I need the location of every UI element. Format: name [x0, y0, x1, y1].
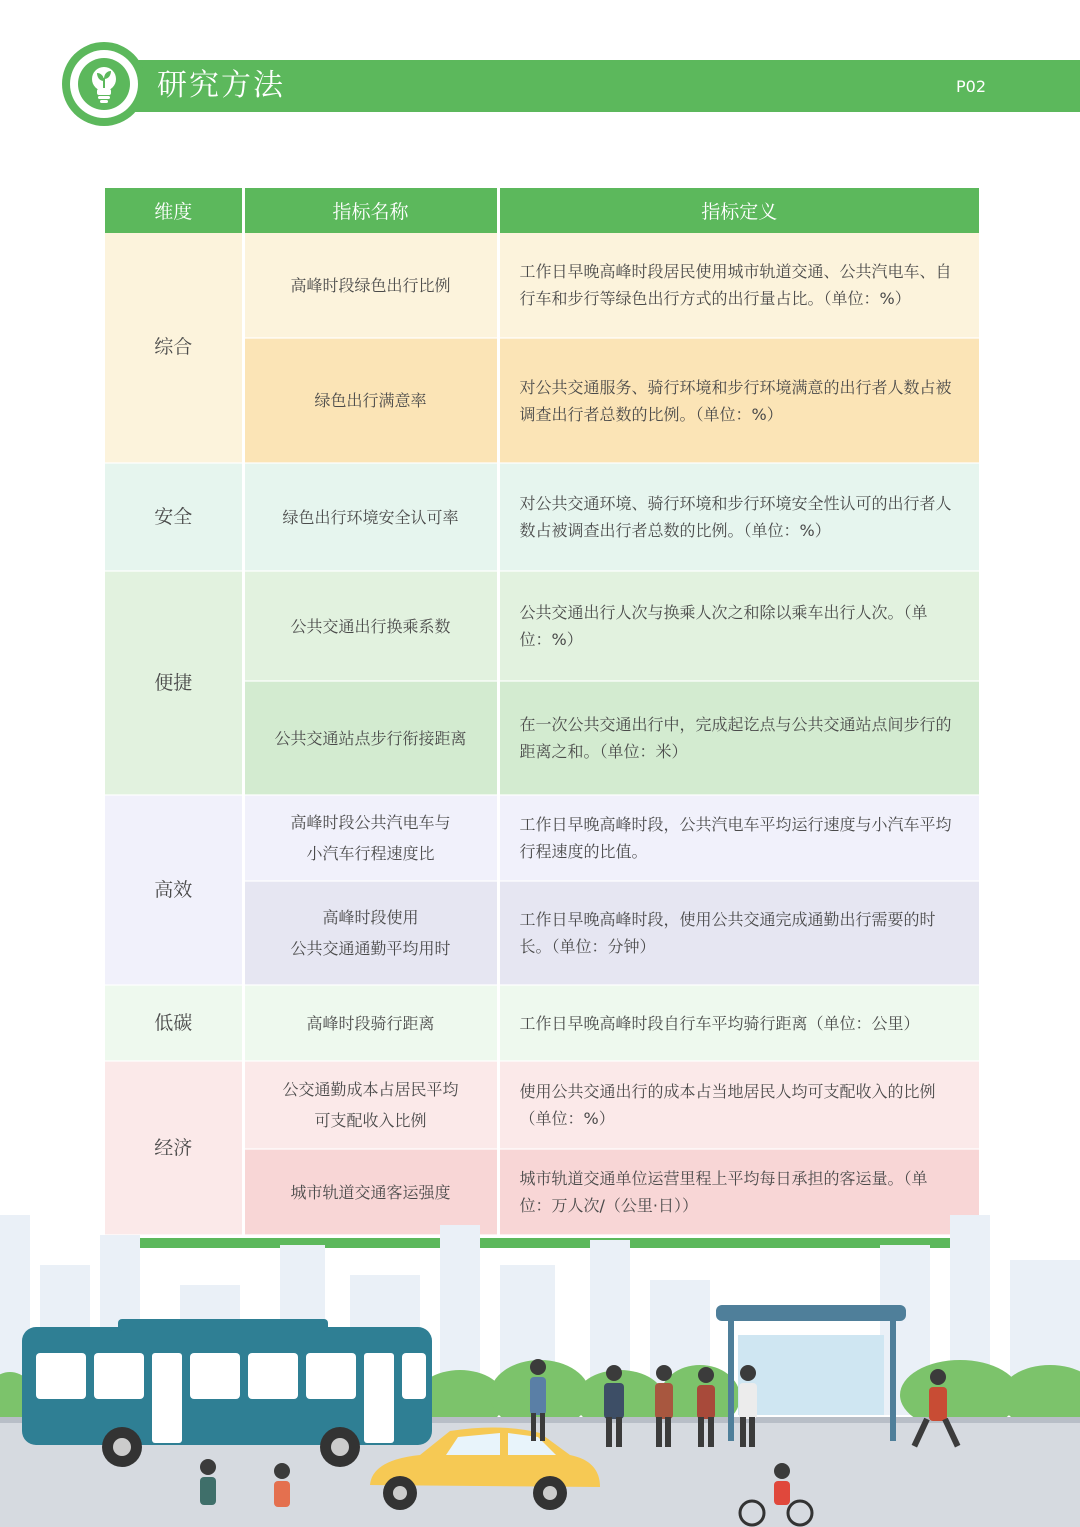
table-row — [105, 233, 979, 338]
indicator-name-cell — [243, 881, 498, 985]
street-scene-illustration — [0, 1205, 1080, 1527]
indicator-name-cell — [243, 681, 498, 795]
indicator-definition-cell: 公共交通出行人次与换乘人次之和除以乘车出行人次。（单位：%） — [498, 571, 979, 681]
bus — [22, 1319, 432, 1467]
indicator-definition-cell: 对公共交通环境、骑行环境和步行环境安全性认可的出行者人数占被调查出行者总数的比例。（单位：%） — [498, 463, 979, 571]
indicator-name-line: 高峰时段骑行距离 — [306, 1013, 435, 1033]
table-body — [105, 233, 979, 1235]
indicator-name-line: 高峰时段公共汽电车与 — [290, 813, 451, 832]
indicator-name-line: 小汽车行程速度比 — [306, 844, 435, 863]
table-row — [105, 463, 979, 571]
dimension-cell: 综合 — [105, 233, 243, 463]
dimension-cell: 低碳 — [105, 985, 243, 1061]
indicator-name-line: 高峰时段绿色出行比例 — [290, 275, 451, 295]
indicator-name-cell — [243, 463, 498, 571]
table-header-row — [105, 188, 979, 233]
indicator-definition-cell: 工作日早晚高峰时段自行车平均骑行距离（单位：公里） — [498, 985, 979, 1061]
indicator-definition-cell: 城市轨道交通单位运营里程上平均每日承担的客运量。（单位：万人次/（公里·日）） — [498, 1149, 979, 1235]
indicator-name-line: 可支配收入比例 — [314, 1111, 427, 1130]
indicator-name-line: 公共交通站点步行衔接距离 — [274, 728, 467, 748]
table-row — [105, 1061, 979, 1149]
page-title: 研究方法 — [157, 68, 285, 103]
indicator-name-line: 高峰时段使用 — [322, 908, 419, 927]
indicator-definition-cell: 工作日早晚高峰时段居民使用城市轨道交通、公共汽电车、自行车和步行等绿色出行方式的出行量占比。（单位：%） — [498, 233, 979, 338]
indicator-name-line: 绿色出行环境安全认可率 — [282, 507, 459, 527]
indicator-name-line: 公交通勤成本占居民平均 — [282, 1080, 459, 1099]
indicator-name-cell — [243, 985, 498, 1061]
indicator-definition-cell: 使用公共交通出行的成本占当地居民人均可支配收入的比例（单位：%） — [498, 1061, 979, 1149]
indicator-name-line: 公共交通通勤平均用时 — [290, 939, 451, 958]
indicator-definition-cell: 对公共交通服务、骑行环境和步行环境满意的出行者人数占被调查出行者总数的比例。（单位：%） — [498, 338, 979, 463]
indicator-definition-cell: 工作日早晚高峰时段，公共汽电车平均运行速度与小汽车平均行程速度的比值。 — [498, 795, 979, 881]
dimension-cell: 安全 — [105, 463, 243, 571]
table-row — [105, 571, 979, 681]
lightbulb-leaf-icon — [85, 64, 123, 104]
indicator-name-line: 公共交通出行换乘系数 — [290, 616, 451, 636]
dimension-cell: 便捷 — [105, 571, 243, 795]
indicator-definition-cell: 在一次公共交通出行中，完成起讫点与公共交通站点间步行的距离之和。（单位：米） — [498, 681, 979, 795]
page-number: P02 — [956, 77, 987, 96]
column-header-indicator: 指标名称 — [243, 188, 498, 233]
indicator-name-cell — [243, 233, 498, 338]
indicator-name-cell — [243, 338, 498, 463]
column-header-definition: 指标定义 — [498, 188, 979, 233]
column-header-dimension: 维度 — [105, 188, 243, 233]
indicator-name-line: 城市轨道交通客运强度 — [290, 1182, 451, 1202]
indicator-name-cell — [243, 1061, 498, 1149]
dimension-cell: 高效 — [105, 795, 243, 985]
indicator-name-cell — [243, 571, 498, 681]
metrics-table — [105, 188, 979, 1236]
table-row — [105, 985, 979, 1061]
dimension-cell: 经济 — [105, 1061, 243, 1235]
table-row — [105, 795, 979, 881]
indicator-name-line: 绿色出行满意率 — [314, 391, 427, 410]
indicator-definition-cell: 工作日早晚高峰时段，使用公共交通完成通勤出行需要的时长。（单位：分钟） — [498, 881, 979, 985]
indicator-name-cell — [243, 795, 498, 881]
